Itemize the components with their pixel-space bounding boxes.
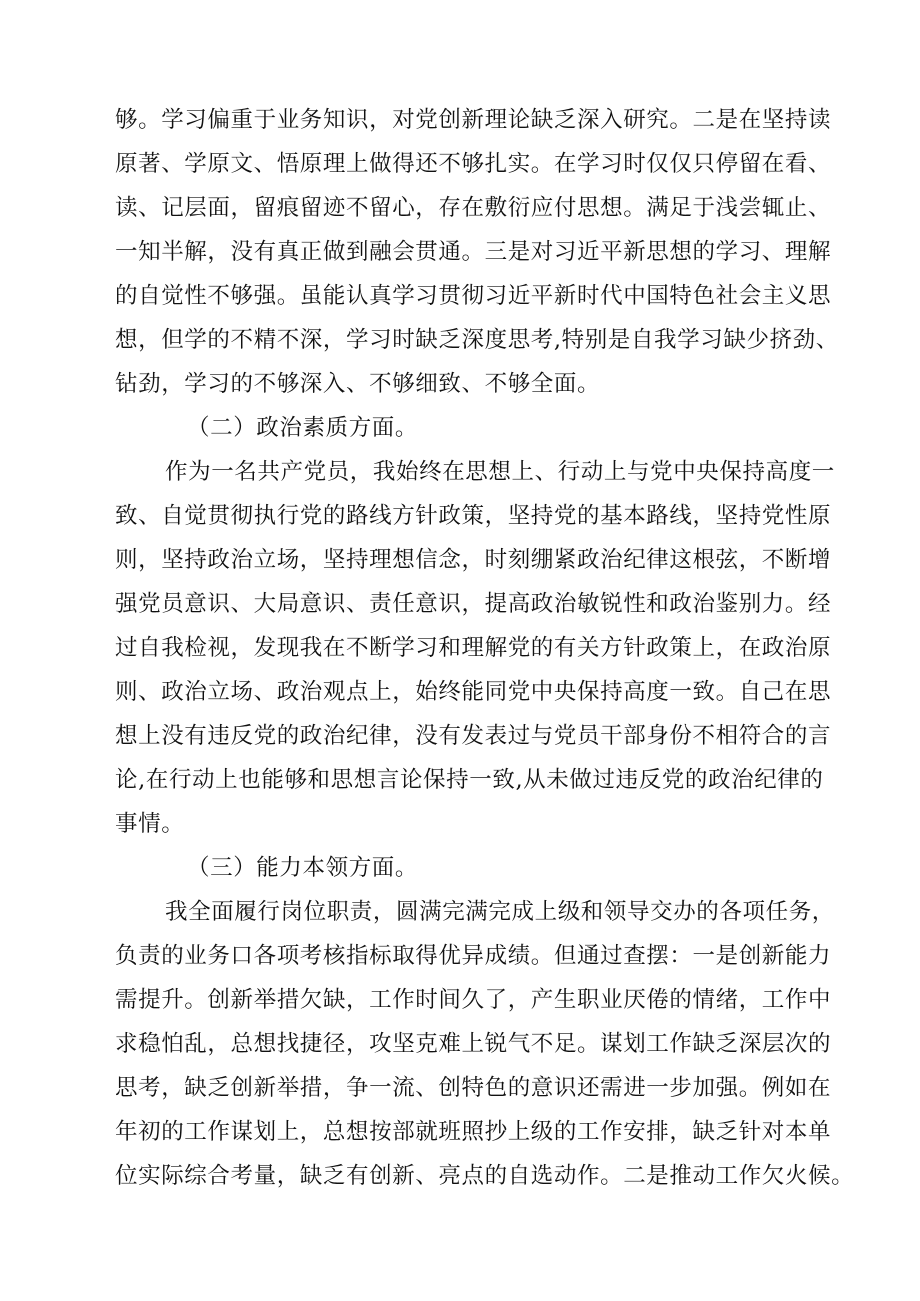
document-body <box>115 98 855 1198</box>
text-line: 求稳怕乱，总想找捷径，攻坚克难上锐气不足。谋划工作缺乏深层次的 <box>115 1031 832 1057</box>
text-line: 读、记层面，留痕留迹不留心，存在敷衍应付思想。满足于浅尝辄止、 <box>115 195 832 221</box>
text-line: 年初的工作谋划上，总想按部就班照抄上级的工作安排，缺乏针对本单 <box>115 1119 832 1145</box>
text-line: 够。学习偏重于业务知识，对党创新理论缺乏深入研究。二是在坚持读 <box>115 107 832 133</box>
section-heading: （二）政治素质方面。 <box>187 415 419 441</box>
text-line: 一知半解，没有真正做到融会贯通。三是对习近平新思想的学习、理解 <box>115 239 832 265</box>
text-line: 事情。 <box>115 811 185 837</box>
text-line: 需提升。创新举措欠缺，工作时间久了，产生职业厌倦的情绪，工作中 <box>115 987 832 1013</box>
text-line: 负责的业务口各项考核指标取得优异成绩。但通过查摆：一是创新能力 <box>115 943 832 969</box>
text-line: 钻劲，学习的不够深入、不够细致、不够全面。 <box>115 371 601 397</box>
text-line: 则、政治立场、政治观点上，始终能同党中央保持高度一致。自己在思 <box>115 679 832 705</box>
text-line: 过自我检视，发现我在不断学习和理解党的有关方针政策上，在政治原 <box>115 635 832 661</box>
text-line: 位实际综合考量，缺乏有创新、亮点的自选动作。二是推动工作欠火候。 <box>115 1163 855 1189</box>
text-line: 想上没有违反党的政治纪律，没有发表过与党员干部身份不相符合的言 <box>115 723 832 749</box>
text-line: 致、自觉贯彻执行党的路线方针政策，坚持党的基本路线，坚持党性原 <box>115 503 832 529</box>
text-line: 强党员意识、大局意识、责任意识，提高政治敏锐性和政治鉴别力。经 <box>115 591 832 617</box>
section-heading: （三）能力本领方面。 <box>187 855 419 881</box>
text-line: 论,在行动上也能够和思想言论保持一致,从未做过违反党的政治纪律的 <box>115 767 824 793</box>
text-line: 则，坚持政治立场，坚持理想信念，时刻绷紧政治纪律这根弦，不断增 <box>115 547 832 573</box>
text-line: 的自觉性不够强。虽能认真学习贯彻习近平新时代中国特色社会主义思 <box>115 283 832 309</box>
text-line: 我全面履行岗位职责，圆满完满完成上级和领导交办的各项任务， <box>165 899 835 925</box>
text-line: 作为一名共产党员，我始终在思想上、行动上与党中央保持高度一 <box>165 459 835 485</box>
text-line: 思考，缺乏创新举措，争一流、创特色的意识还需进一步加强。例如在 <box>115 1075 832 1101</box>
text-line: 原著、学原文、悟原理上做得还不够扎实。在学习时仅仅只停留在看、 <box>115 151 832 177</box>
text-line: 想，但学的不精不深，学习时缺乏深度思考,特别是自我学习缺少挤劲、 <box>115 327 839 353</box>
